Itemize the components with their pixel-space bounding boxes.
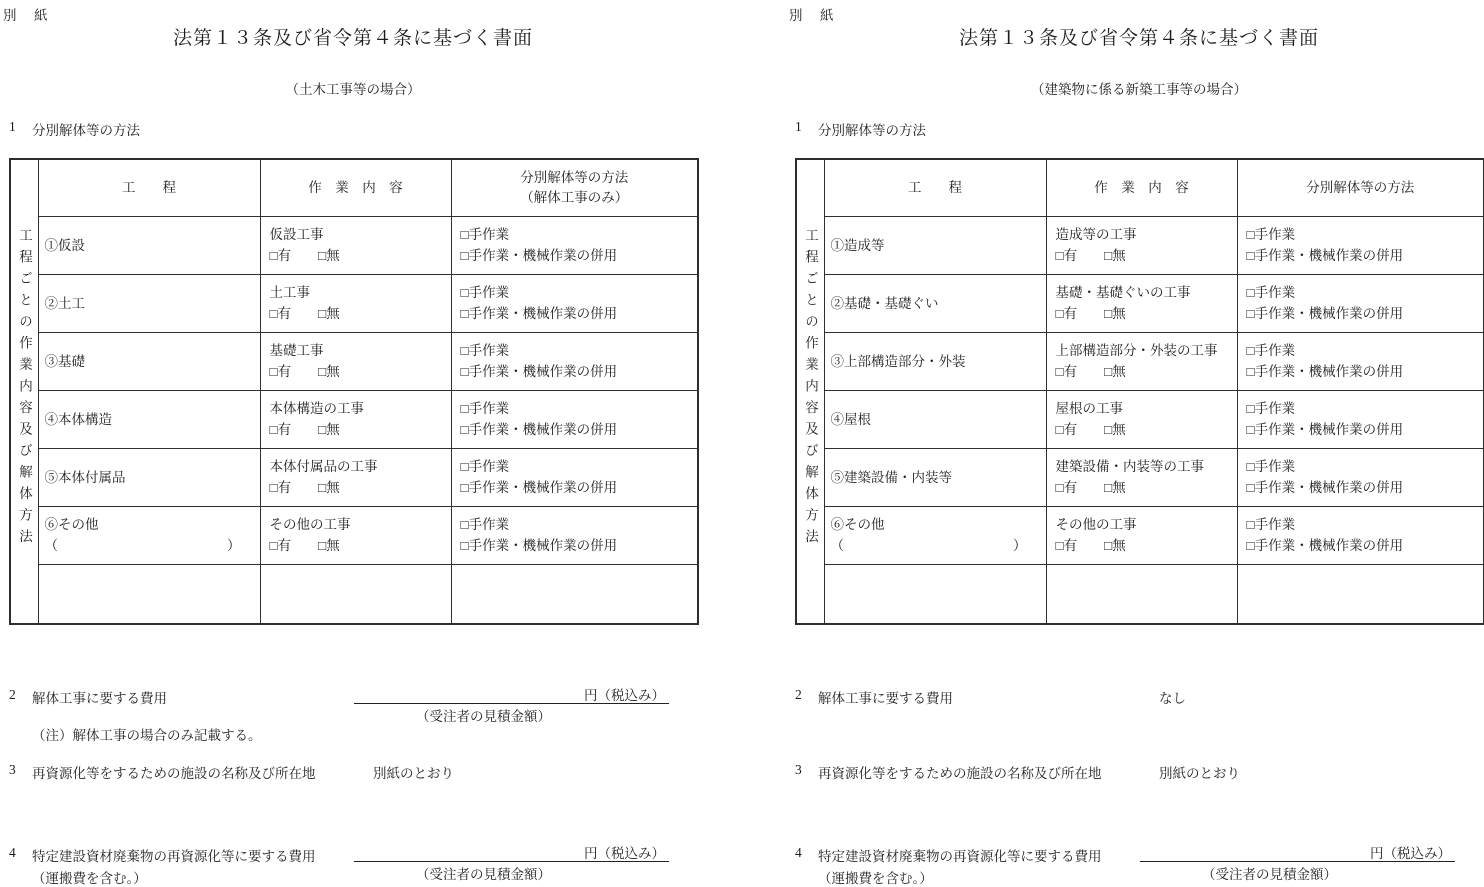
method-checkbox-manual: □手作業: [460, 343, 510, 358]
col-header-method-title: 分別解体等の方法: [520, 169, 629, 185]
presence-checkboxes: □有 □無: [1055, 422, 1126, 437]
section-number: 2: [795, 687, 802, 702]
process-label: ③上部構造部分・外装: [830, 353, 966, 369]
section-heading-text: 解体工事に要する費用: [818, 691, 953, 706]
section-number: 2: [9, 687, 16, 702]
other-fill-in-parens: （ ）: [44, 538, 241, 553]
method-checkbox-manual: □手作業: [1246, 517, 1296, 532]
method-checkbox-combined: □手作業・機械作業の併用: [1246, 480, 1404, 495]
presence-checkboxes: □有 □無: [269, 480, 340, 495]
estimate-note: （受注者の見積金額）: [416, 709, 551, 724]
method-checkbox-manual: □手作業: [460, 285, 510, 300]
currency-unit-label: 円（税込み）: [354, 684, 669, 704]
section-1-heading: [795, 119, 926, 139]
table-row-other: [10, 506, 698, 564]
section-3-answer: 別紙のとおり: [373, 766, 454, 781]
page-title: 法第１３条及び省令第４条に基づく書面: [958, 28, 1319, 49]
section-4-heading: [9, 845, 316, 865]
presence-checkboxes: □有 □無: [1055, 364, 1126, 379]
table-side-cell: [10, 159, 38, 624]
method-checkbox-combined: □手作業・機械作業の併用: [460, 248, 618, 263]
process-label: ⑤本体付属品: [44, 469, 126, 485]
process-label: ③基礎: [44, 353, 85, 369]
presence-checkboxes: □有 □無: [269, 422, 340, 437]
presence-checkboxes: □有 □無: [1055, 538, 1126, 553]
col-header-work: 作 業 内 容: [260, 159, 451, 216]
process-label: ①仮設: [44, 237, 85, 253]
method-checkbox-manual: □手作業: [1246, 227, 1296, 242]
col-header-method-title: 分別解体等の方法: [1306, 179, 1415, 195]
table-row: [10, 332, 698, 390]
presence-checkboxes: □有 □無: [269, 538, 340, 553]
section-4-heading: [795, 845, 1102, 865]
method-checkbox-combined: □手作業・機械作業の併用: [460, 306, 618, 321]
section-heading-text: 分別解体等の方法: [818, 123, 926, 138]
work-label: 本体構造の工事: [269, 401, 364, 416]
presence-checkboxes: □有 □無: [1055, 306, 1126, 321]
estimate-note: （受注者の見積金額）: [1202, 867, 1337, 882]
work-label: 仮設工事: [269, 227, 324, 242]
col-header-work: 作 業 内 容: [1046, 159, 1237, 216]
section-2-heading: [9, 687, 167, 707]
presence-checkboxes: □有 □無: [1055, 480, 1126, 495]
work-label: 屋根の工事: [1055, 401, 1123, 416]
table-row: [10, 216, 698, 274]
section-heading-text: 再資源化等をするための施設の名称及び所在地: [818, 766, 1102, 781]
section-3-heading: [9, 762, 316, 782]
process-label: ⑤建築設備・内装等: [830, 469, 952, 485]
page-building-construction: [789, 0, 1483, 886]
table-row-empty: [10, 564, 698, 624]
method-checkbox-combined: □手作業・機械作業の併用: [1246, 364, 1404, 379]
method-checkbox-combined: □手作業・機械作業の併用: [1246, 306, 1404, 321]
process-label: ④本体構造: [44, 411, 112, 427]
col-header-method-note: （解体工事のみ）: [520, 189, 629, 205]
col-header-process: 工 程: [824, 159, 1046, 216]
table-row: [796, 274, 1484, 332]
section-heading-text: 解体工事に要する費用: [32, 691, 167, 706]
currency-unit-label: 円（税込み）: [1140, 842, 1455, 862]
section-heading-text: 再資源化等をするための施設の名称及び所在地: [32, 766, 316, 781]
table-row: [10, 448, 698, 506]
other-fill-in-parens: （ ）: [830, 538, 1027, 553]
table-row: [796, 448, 1484, 506]
cost-fill-in-line: [1140, 842, 1455, 883]
process-label: ④屋根: [830, 411, 871, 427]
presence-checkboxes: □有 □無: [1055, 248, 1126, 263]
separation-method-table: [9, 158, 699, 625]
table-row: [10, 274, 698, 332]
section-number: 3: [795, 762, 802, 777]
method-checkbox-manual: □手作業: [460, 401, 510, 416]
section-number: 1: [9, 119, 16, 134]
process-label: ⑥その他: [830, 517, 885, 532]
section-number: 4: [795, 845, 802, 860]
table-side-label: 工程ごとの作業内容及び解体方法: [17, 228, 32, 551]
section-heading-text: 特定建設資材廃棄物の再資源化等に要する費用: [818, 849, 1102, 864]
page-subtitle: （土木工事等の場合）: [285, 82, 421, 97]
section-2-answer: なし: [1159, 691, 1186, 706]
section-number: 1: [795, 119, 802, 134]
estimate-note: （受注者の見積金額）: [416, 867, 551, 882]
attachment-label: 別 紙: [3, 8, 50, 23]
table-row: [10, 390, 698, 448]
method-checkbox-manual: □手作業: [1246, 285, 1296, 300]
method-checkbox-combined: □手作業・機械作業の併用: [460, 480, 618, 495]
section-2-heading: [795, 687, 953, 707]
work-label: その他の工事: [1055, 517, 1137, 532]
method-checkbox-combined: □手作業・機械作業の併用: [460, 538, 618, 553]
cost-fill-in-line: [354, 684, 669, 725]
method-checkbox-combined: □手作業・機械作業の併用: [460, 422, 618, 437]
method-checkbox-manual: □手作業: [1246, 401, 1296, 416]
method-checkbox-manual: □手作業: [1246, 343, 1296, 358]
section-4-subheading: （運搬費を含む。）: [32, 871, 147, 886]
work-label: 建築設備・内装等の工事: [1055, 459, 1204, 474]
table-side-label: 工程ごとの作業内容及び解体方法: [803, 228, 818, 551]
method-checkbox-combined: □手作業・機械作業の併用: [1246, 422, 1404, 437]
method-checkbox-manual: □手作業: [460, 459, 510, 474]
work-label: 本体付属品の工事: [269, 459, 378, 474]
cost-fill-in-line: [354, 842, 669, 883]
table-row-empty: [796, 564, 1484, 624]
section-heading-text: 特定建設資材廃棄物の再資源化等に要する費用: [32, 849, 316, 864]
currency-unit-label: 円（税込み）: [354, 842, 669, 862]
work-label: 上部構造部分・外装の工事: [1055, 343, 1218, 358]
method-checkbox-combined: □手作業・機械作業の併用: [1246, 538, 1404, 553]
col-header-process: 工 程: [38, 159, 260, 216]
process-label: ⑥その他: [44, 517, 99, 532]
col-header-method: [451, 159, 698, 216]
table-row-other: [796, 506, 1484, 564]
section-3-answer: 別紙のとおり: [1159, 766, 1240, 781]
page-subtitle: （建築物に係る新築工事等の場合）: [1031, 82, 1247, 97]
table-row: [796, 390, 1484, 448]
work-label: 造成等の工事: [1055, 227, 1137, 242]
section-number: 3: [9, 762, 16, 777]
section-number: 4: [9, 845, 16, 860]
work-label: 基礎・基礎ぐいの工事: [1055, 285, 1191, 300]
process-label: ②土工: [44, 295, 85, 311]
table-side-cell: [796, 159, 824, 624]
attachment-label: 別 紙: [789, 8, 836, 23]
work-label: 土工事: [269, 285, 310, 300]
work-label: その他の工事: [269, 517, 351, 532]
section-4-subheading: （運搬費を含む。）: [818, 871, 933, 886]
section-heading-text: 分別解体等の方法: [32, 123, 140, 138]
method-checkbox-combined: □手作業・機械作業の併用: [460, 364, 618, 379]
presence-checkboxes: □有 □無: [269, 248, 340, 263]
method-checkbox-manual: □手作業: [460, 227, 510, 242]
table-row: [796, 332, 1484, 390]
section-3-heading: [795, 762, 1102, 782]
method-checkbox-manual: □手作業: [460, 517, 510, 532]
section-2-remark: （注）解体工事の場合のみ記載する。: [32, 728, 262, 743]
col-header-method: [1237, 159, 1484, 216]
process-label: ②基礎・基礎ぐい: [830, 295, 939, 311]
table-row: [796, 216, 1484, 274]
process-label: ①造成等: [830, 237, 885, 253]
presence-checkboxes: □有 □無: [269, 306, 340, 321]
section-1-heading: [9, 119, 140, 139]
method-checkbox-manual: □手作業: [1246, 459, 1296, 474]
page-civil-engineering: [3, 0, 697, 886]
separation-method-table: [795, 158, 1484, 625]
presence-checkboxes: □有 □無: [269, 364, 340, 379]
work-label: 基礎工事: [269, 343, 324, 358]
page-title: 法第１３条及び省令第４条に基づく書面: [172, 28, 533, 49]
method-checkbox-combined: □手作業・機械作業の併用: [1246, 248, 1404, 263]
